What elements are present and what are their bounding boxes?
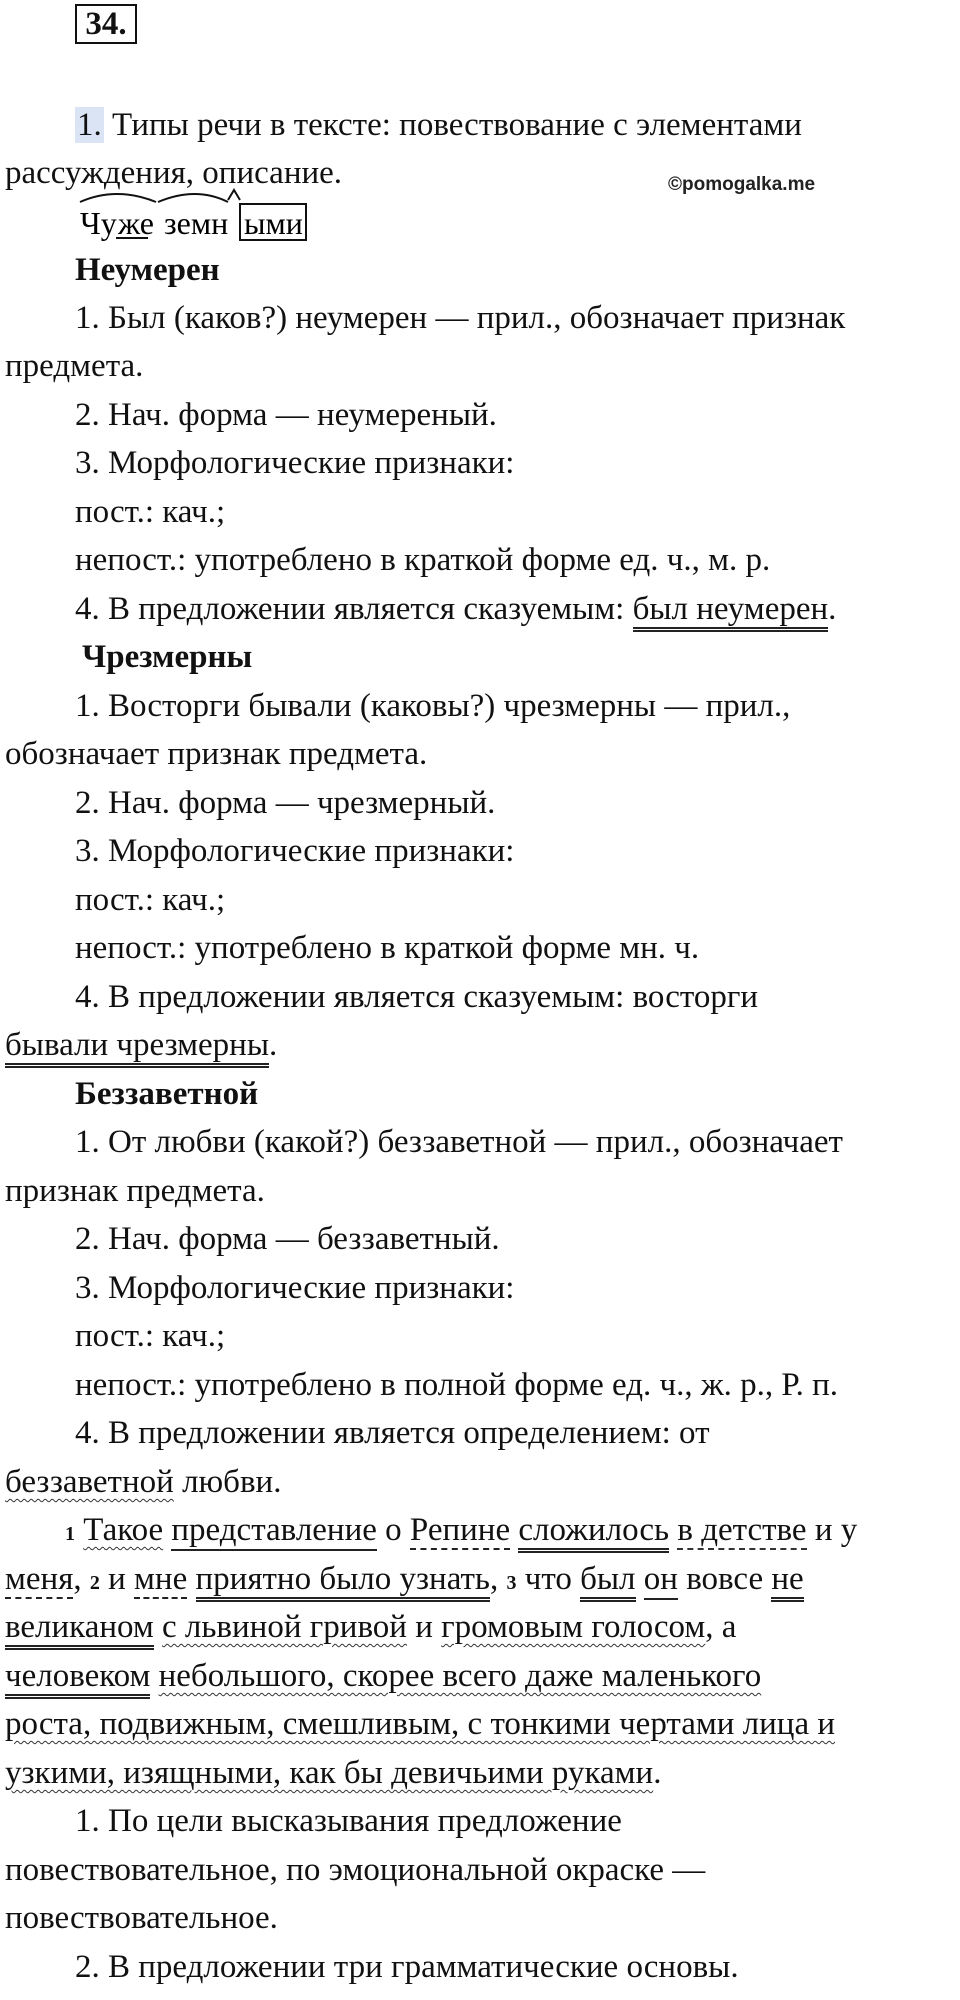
word-object: меня [5,1561,74,1597]
chrezmerny-line-5: пост.: кач.; [75,882,226,918]
word-plain: и у [814,1512,858,1548]
chrezmerny-line-1: 1. Восторги бывали (каковы?) чрезмерны — прил., [75,688,791,724]
bezzavetnoi-line-5: пост.: кач.; [75,1318,226,1354]
bezzavetnoi-line-3: 2. Нач. форма — беззаветный. [75,1221,500,1257]
neumeren-line-5: пост.: кач.; [75,494,226,530]
attribute-underlined: беззаветной [5,1464,174,1500]
chrezmerny-line-7: 4. В предложении является сказуемым: восторги [75,979,759,1015]
intro-text-1: Типы речи в тексте: повествование с элементами [103,107,802,143]
sentence-line-6 [5,1753,661,1793]
analysis-1-line-1: 1. По цели высказывания предложение [75,1803,622,1839]
clause-number: 3 [506,1572,517,1594]
bezzavetnoi-line-2: признак предмета. [5,1173,265,1209]
period: . [653,1755,662,1791]
heading-chrezmerny: Чрезмерны [82,639,253,675]
morpheme-parse [76,188,316,249]
neumeren-line-4: 3. Морфологические признаки: [75,445,515,481]
heading-neumeren: Неумерен [75,252,220,288]
sentence-line-1 [65,1510,857,1550]
neumeren-line-3: 2. Нач. форма — неумереный. [75,397,497,433]
bezzavetnoi-line-6: непост.: употреблено в полной форме ед. ч., ж. р., Р. п. [75,1367,839,1403]
analysis-1-line-3: повествовательное. [5,1900,278,1936]
intro-line-2: рассуждения, описание. [5,155,343,191]
bezzavetnoi-line-4: 3. Морфологические признаки: [75,1270,515,1306]
word-predicate: великаном [5,1609,154,1650]
heading-bezzavetnoi: Беззаветной [75,1076,259,1112]
bezzavetnoi-line-8 [5,1462,281,1502]
clause-number: 1 [65,1523,75,1545]
sentence-line-4 [5,1656,761,1696]
analysis-1-line-2: повествовательное, по эмоциональной окраске — [5,1852,706,1888]
sentence-line-3 [5,1607,736,1647]
word-preposition: о [385,1512,402,1548]
comma: , [489,1561,499,1597]
chrezmerny-line-4: 3. Морфологические признаки: [75,833,515,869]
intro-line-1 [75,105,802,145]
watermark: ©pomogalka.me [668,174,816,195]
word-object: Репине [409,1512,511,1548]
bezzavetnoi-line-7: 4. В предложении является определением: от [75,1415,710,1451]
clause-number: 2 [89,1572,100,1594]
chrezmerny-line-6: непост.: употреблено в краткой форме мн. ч. [75,930,700,966]
suffix-mark [228,190,240,200]
bezzavetnoi-line-1: 1. От любви (какой?) беззаветной — прил., обозначает [75,1124,843,1160]
chrezmerny-line-8 [5,1025,277,1065]
sentence-line-5 [5,1704,835,1744]
word-adverbial: в детстве [677,1512,807,1548]
chrezmerny-line-3: 2. Нач. форма — чрезмерный. [75,785,496,821]
neumeren-line-7-text: 4. В предложении является сказуемым: [75,591,633,627]
task-number-box: 34. [75,4,137,44]
sentence-line-2 [5,1559,804,1599]
neumeren-line-6: непост.: употреблено в краткой форме ед. ч., м. р. [75,542,771,578]
word-attribute: громовым голосом [441,1609,706,1645]
text-tail: любви. [173,1464,282,1500]
word-plain: , а [705,1609,737,1645]
point-marker: 1. [77,107,102,143]
word-plain: и [108,1561,126,1597]
word-predicate: сложилось [518,1512,669,1553]
word-predicate: приятно было узнать [196,1561,490,1602]
period: . [828,591,837,627]
word-subject: представление [171,1512,377,1551]
root-arc-2 [158,194,228,202]
word-attribute: роста, подвижным, смешливым, с тонкими чертами лица и [5,1706,835,1742]
morph-text-root-b: земн [164,205,229,241]
neumeren-line-2: предмета. [5,348,144,384]
word-object: мне [134,1561,188,1597]
word-plain: и [415,1609,433,1645]
chrezmerny-line-2: обозначает признак предмета. [5,736,428,772]
predicate-underlined: был неумерен [633,591,829,632]
word-plain: что [524,1561,572,1597]
word-plain: вовсе [686,1561,764,1597]
analysis-2: 2. В предложении три грамматические основы. [75,1949,739,1985]
word-predicate: человеком [5,1658,150,1699]
comma: , [73,1561,82,1597]
word-attribute: узкими, изящными, как бы девичьими руками [5,1755,654,1791]
root-arc-1 [80,194,156,202]
word-predicate: не [771,1561,803,1602]
morph-text-prefix: Чу [80,205,117,241]
period: . [269,1027,278,1063]
morpheme-marks [76,188,316,244]
neumeren-line-7 [75,589,836,629]
word-attribute: небольшого, скорее всего даже маленького [158,1658,762,1694]
predicate-underlined: бывали чрезмерны [5,1027,269,1068]
word-subject: он [644,1561,678,1600]
neumeren-line-1: 1. Был (каков?) неумерен — прил., обозначает признак [75,300,846,336]
word-attribute: Такое [83,1512,164,1548]
morph-text-ending: ыми [244,205,303,241]
word-predicate: был [580,1561,635,1602]
morph-text-root-a: же [118,205,154,241]
word-attribute: с львиной гривой [162,1609,407,1645]
